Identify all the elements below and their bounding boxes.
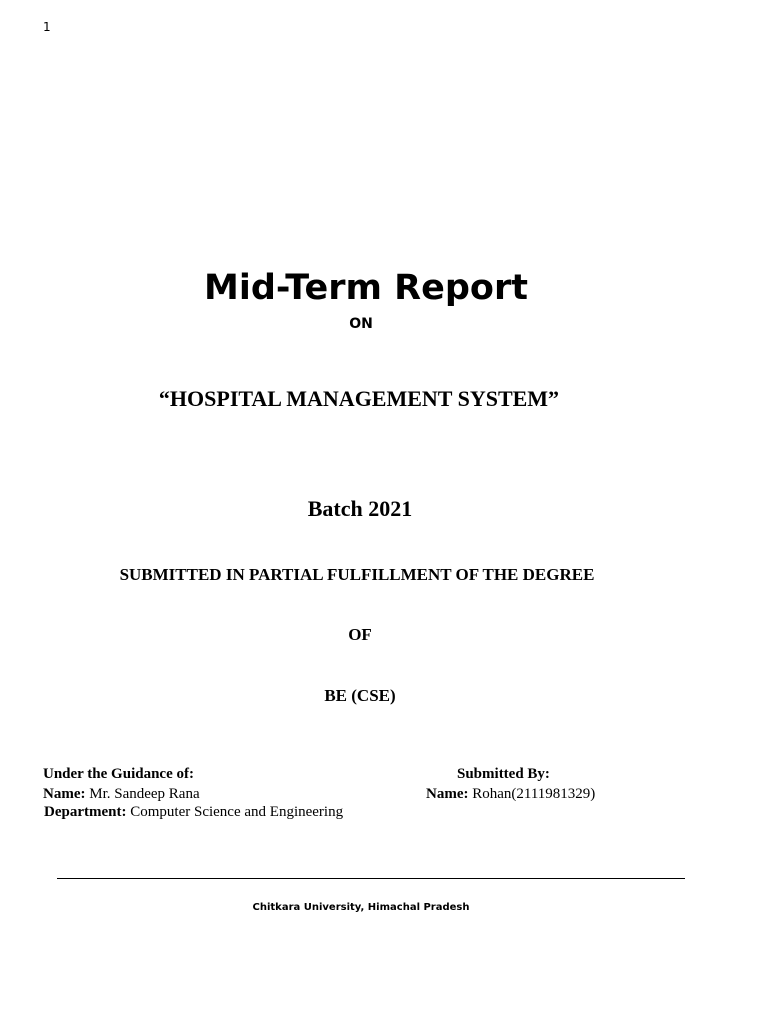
guide-name-row [43,785,200,804]
footer-divider [57,878,685,879]
guide-name-label: Name: [43,786,86,802]
guidance-heading [43,765,194,784]
footer-university: Chitkara University, Himachal Pradesh [252,902,470,913]
guidance-heading-text: Under the Guidance of: [43,766,194,782]
student-name-row [426,785,595,804]
submitted-by-heading-text: Submitted By: [457,766,550,782]
guide-department-label: Department: [44,804,127,820]
page-number: 1 [43,20,51,34]
submitted-by-heading [457,765,550,784]
project-title: “HOSPITAL MANAGEMENT SYSTEM” [158,386,560,411]
student-name-value: Rohan(2111981329) [472,786,596,802]
guide-department-row [44,803,343,822]
on-label: ON [349,316,373,332]
batch-label: Batch 2021 [307,496,413,521]
guide-name-value: Mr. Sandeep Rana [89,786,200,802]
guide-department-value: Computer Science and Engineering [130,804,344,820]
degree-label: BE (CSE) [324,686,396,705]
submission-statement: SUBMITTED IN PARTIAL FULFILLMENT OF THE DEGREE [119,565,595,584]
report-title: Mid-Term Report [204,268,528,308]
of-label: OF [348,625,372,644]
student-name-label: Name: [426,786,469,802]
